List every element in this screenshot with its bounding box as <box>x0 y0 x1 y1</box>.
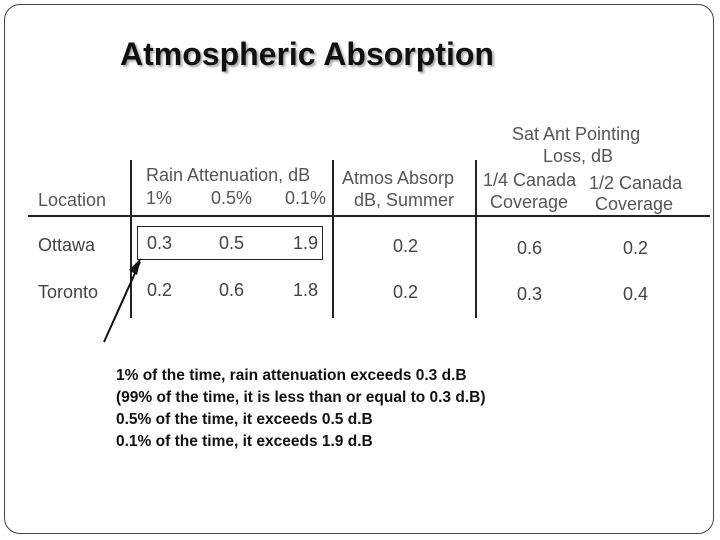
slide-title: Atmospheric Absorption <box>120 36 494 72</box>
header-rain-title: Rain Attenuation, dB <box>146 165 311 185</box>
notes-block <box>116 365 486 453</box>
row-ottawa-quarter: 0.6 <box>517 238 543 258</box>
row-toronto-location: Toronto <box>38 282 99 302</box>
row-toronto-half: 0.4 <box>623 284 649 304</box>
note-line: 0.5% of the time, it exceeds 0.5 d.B <box>116 411 373 428</box>
header-rain-01pct: 0.1% <box>285 188 327 208</box>
header-half-line2: Coverage <box>595 194 674 214</box>
header-sat-line1: Sat Ant Pointing <box>512 124 641 144</box>
header-sat-line2: Loss, dB <box>543 146 614 166</box>
row-ottawa-rain-05: 0.5 <box>219 233 245 253</box>
row-toronto-quarter: 0.3 <box>517 284 543 304</box>
row-toronto-rain-05: 0.6 <box>219 280 245 300</box>
row-ottawa-location: Ottawa <box>38 235 96 255</box>
arrow-shaft <box>104 262 140 342</box>
header-half-line1: 1/2 Canada <box>589 173 683 193</box>
header-rain-1pct: 1% <box>146 188 173 208</box>
header-rain-05pct: 0.5% <box>211 188 253 208</box>
header-quarter-line1: 1/4 Canada <box>483 170 577 190</box>
note-line: (99% of the time, it is less than or equal to 0.3 d.B) <box>116 389 486 406</box>
arrow-head <box>129 258 141 275</box>
row-toronto-rain-01: 1.8 <box>293 280 319 300</box>
header-quarter-line2: Coverage <box>490 192 569 212</box>
header-atmos-line2: dB, Summer <box>354 190 455 210</box>
row-toronto-atmos: 0.2 <box>393 282 419 302</box>
row-ottawa-rain-01: 1.9 <box>293 233 319 253</box>
row-ottawa-atmos: 0.2 <box>393 236 419 256</box>
note-line: 1% of the time, rain attenuation exceeds 0.3 d.B <box>116 367 467 384</box>
note-line: 0.1% of the time, it exceeds 1.9 d.B <box>116 433 373 450</box>
header-atmos-line1: Atmos Absorp <box>342 168 455 188</box>
header-location: Location <box>38 190 107 210</box>
row-ottawa-rain-1: 0.3 <box>147 233 173 253</box>
row-toronto-rain-1: 0.2 <box>147 280 173 300</box>
row-ottawa-half: 0.2 <box>623 238 649 258</box>
